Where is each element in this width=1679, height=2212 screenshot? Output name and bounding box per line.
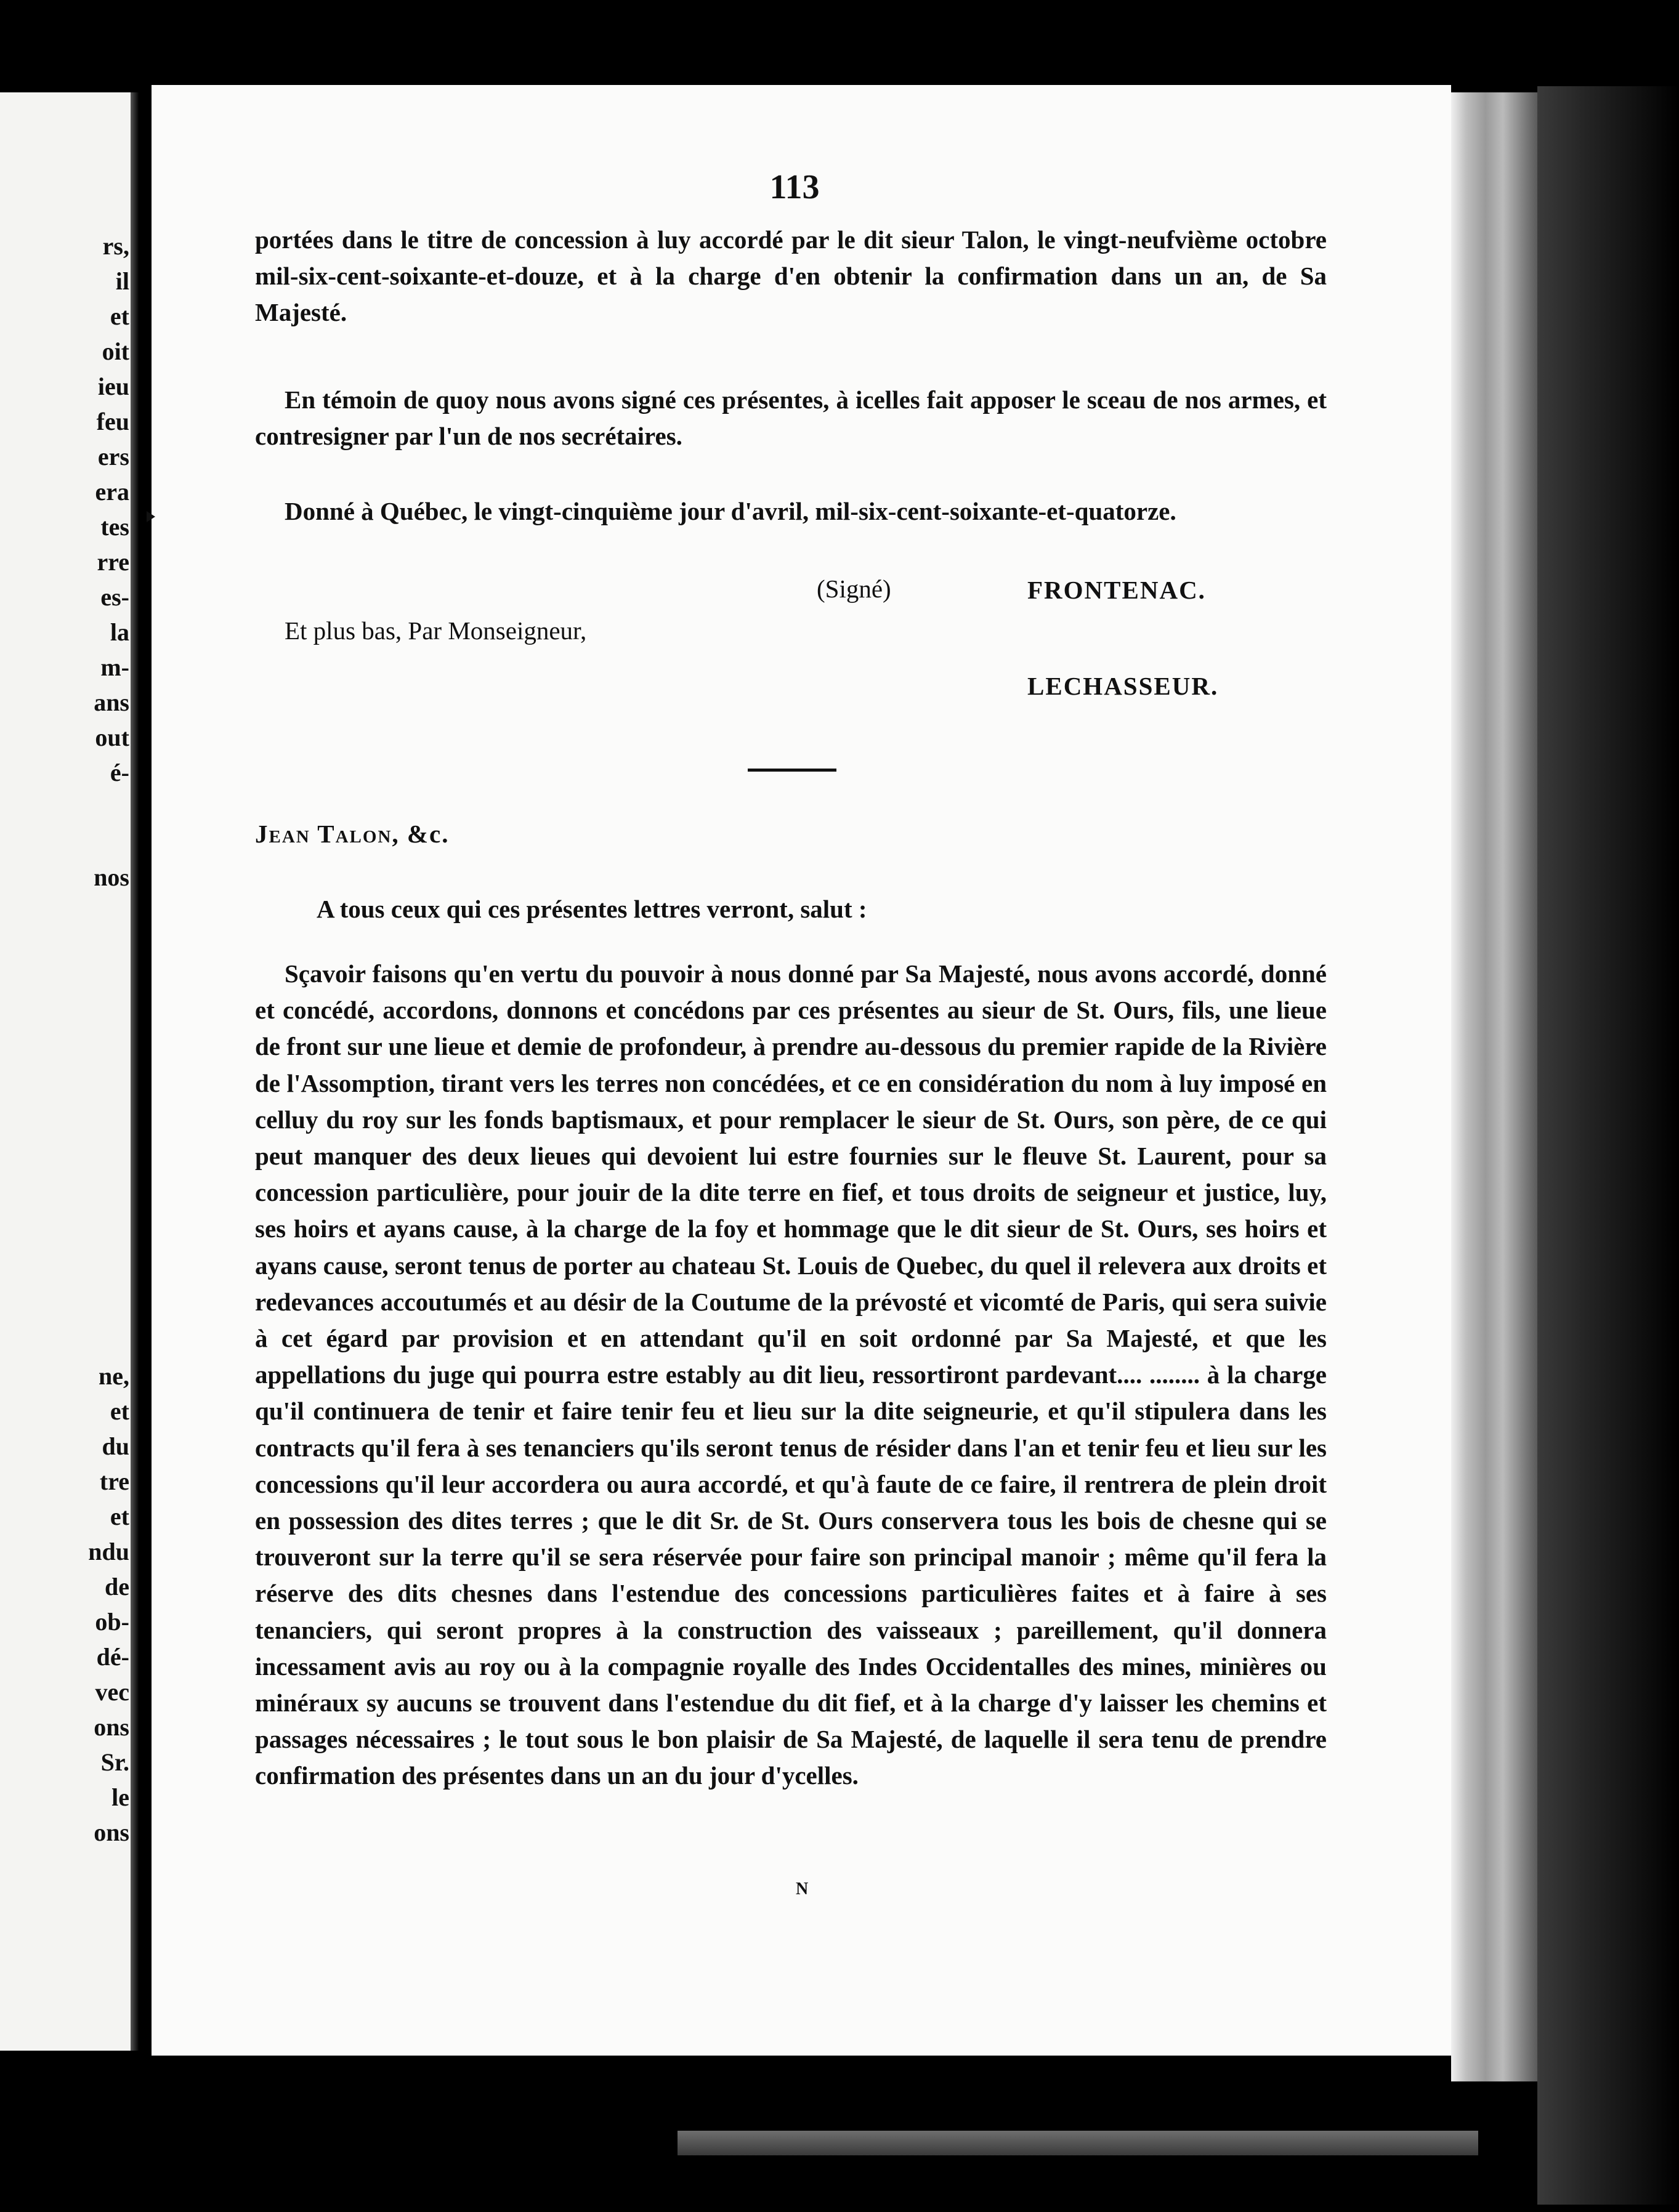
dated-line: Donné à Québec, le vingt-cinquième jour d'avril, mil-six-cent-soixante-et-quatorze.: [285, 497, 1176, 525]
left-page-fragment: out: [95, 724, 129, 751]
margin-arrow-icon: [147, 511, 155, 522]
salutation: A tous ceux qui ces présentes lettres verront, salut :: [317, 895, 867, 923]
left-page-fragment: et: [110, 1503, 129, 1530]
left-page-fragment: du: [102, 1432, 129, 1460]
left-page-fragment: ob-: [95, 1608, 129, 1636]
left-page-fragment: ers: [97, 443, 129, 470]
page-number: 113: [769, 168, 820, 206]
left-page-fragment: le: [111, 1783, 129, 1811]
left-page-fragment: m-: [100, 653, 129, 681]
left-page-fragment: é-: [110, 759, 129, 786]
left-page-fragment: oit: [102, 337, 129, 365]
left-page-fragment: feu: [96, 408, 129, 435]
opening-paragraph: portées dans le titre de concession à luy accordé par le dit sieur Talon, le vingt-neufvième octobre mil-six-cent-soixante-et-douze, et à la charge d'en obtenir la confirmation dans un an, de Sa Majesté.: [255, 225, 1327, 326]
left-page-fragment: de: [105, 1573, 129, 1600]
left-page-fragment: vec: [95, 1678, 129, 1706]
witness-paragraph: En témoin de quoy nous avons signé ces présentes, à icelles fait apposer le sceau de nos armes, et contresigner par l'un de nos secrétaires.: [255, 385, 1327, 450]
left-page-fragment: ieu: [97, 373, 129, 400]
left-page-fragment: es-: [100, 583, 129, 611]
signature-mark: N: [796, 1879, 809, 1899]
left-page-fragment: et: [110, 302, 129, 330]
left-page-fragment: dé-: [96, 1643, 129, 1671]
left-page-fragment: ans: [94, 688, 129, 716]
bottom-strip: [678, 2131, 1478, 2155]
second-heading-name: Jean Talon,: [255, 820, 400, 848]
left-page-fragment: Sr.: [100, 1748, 129, 1776]
main-paragraph: Sçavoir faisons qu'en vertu du pouvoir à nous donné par Sa Majesté, nous avons accordé, donné et concédé, accordons, donnons et concédons par ces présentes au sieur de St. Ours, fils, une lieue de front sur une lieue et demie de profondeur, à prendre au-dessous du premier rapide de la Rivière de l'Assomption, tirant vers les terres non concédées, et ce en considération du nom à luy imposé en celluy du roy sur les fonds baptismaux, et pour remplacer le sieur de St. Ours, son père, de ce qui peut manquer des deux lieues qui devoient lui estre fournies sur le fleuve St. Laurent, pour sa concession particulière, pour jouir de la dite terre en fief, et tous droits de seigneur et justice, luy, ses hoirs et ayans cause, à la charge de la foy et hommage que le dit sieur de St. Ours, ses hoirs et ayans cause, seront tenus de porter au chateau St. Louis de Quebec, du quel il relevera aux droits et redevances accoutumés et au désir de la Coutume de la prévosté et vicomté de Paris, qui sera suivie à cet égard par provision et en attendant qu'il en soit ordonné par Sa Majesté, et que les appellations du juge qui pourra estre estably au dit lieu, ressortiront pardevant.... ........ à la charge qu'il continuera de tenir et faire tenir feu et lieu sur la dite seigneurie, et qu'il stipulera dans les contracts qu'il fera à ses tenanciers qu'ils seront tenus de résider dans l'an et tenir feu et lieu sur les concessions qu'il leur accordera ou aura accordé, et qu'à faute de ce faire, il rentrera de plein droit en possession des dites terres ; que le dit Sr. de St. Ours conservera tous les bois de chesne qui se trouveront sur la terre qu'il se sera réservée pour faire son principal manoir ; même qu'il fera la réserve des dits chesnes dans l'estendue des concessions particulières faites et à faire à ses tenanciers, qui seront propres à la construction des vaisseaux ; pareillement, qu'il donnera incessament avis au roy ou à la compagnie royalle des Indes Occidentalles des mines, minières ou minéraux sy aucuns se trouvent dans l'estendue du dit fief, et à la charge d'y laisser les chemins et passages nécessaires ; le tout sous le bon plaisir de Sa Majesté, de laquelle il sera tenu de prendre confirmation des présentes dans un an du jour d'ycelles.: [255, 959, 1327, 1790]
left-page-fragment: il: [115, 267, 129, 295]
section-divider: [748, 769, 836, 772]
left-page-fragment: tre: [99, 1467, 129, 1495]
countersign-label: Et plus bas, Par Monseigneur,: [285, 616, 587, 645]
left-page-fragment: era: [95, 478, 129, 506]
left-page-fragment: la: [110, 618, 129, 646]
second-heading-suffix: &c.: [407, 820, 450, 848]
page-edge: [1451, 92, 1537, 2081]
left-page-fragment: rs,: [102, 232, 129, 260]
left-page-fragment: ons: [94, 1713, 129, 1741]
left-gutter: [131, 92, 152, 2051]
second-heading: [255, 819, 449, 849]
left-page-fragment: et: [110, 1397, 129, 1425]
left-page-fragment: ons: [94, 1818, 129, 1846]
left-page-fragment: ne,: [99, 1362, 129, 1390]
book-spine: [1537, 86, 1679, 2205]
signatory: FRONTENAC.: [1027, 576, 1206, 604]
countersignatory: LECHASSEUR.: [1027, 672, 1219, 700]
left-page-fragment: rre: [97, 548, 129, 576]
left-page-fragment: ndu: [88, 1538, 129, 1565]
left-page-fragment: tes: [100, 513, 129, 541]
left-page-fragment: nos: [94, 863, 129, 891]
signed-label: (Signé): [817, 575, 891, 603]
